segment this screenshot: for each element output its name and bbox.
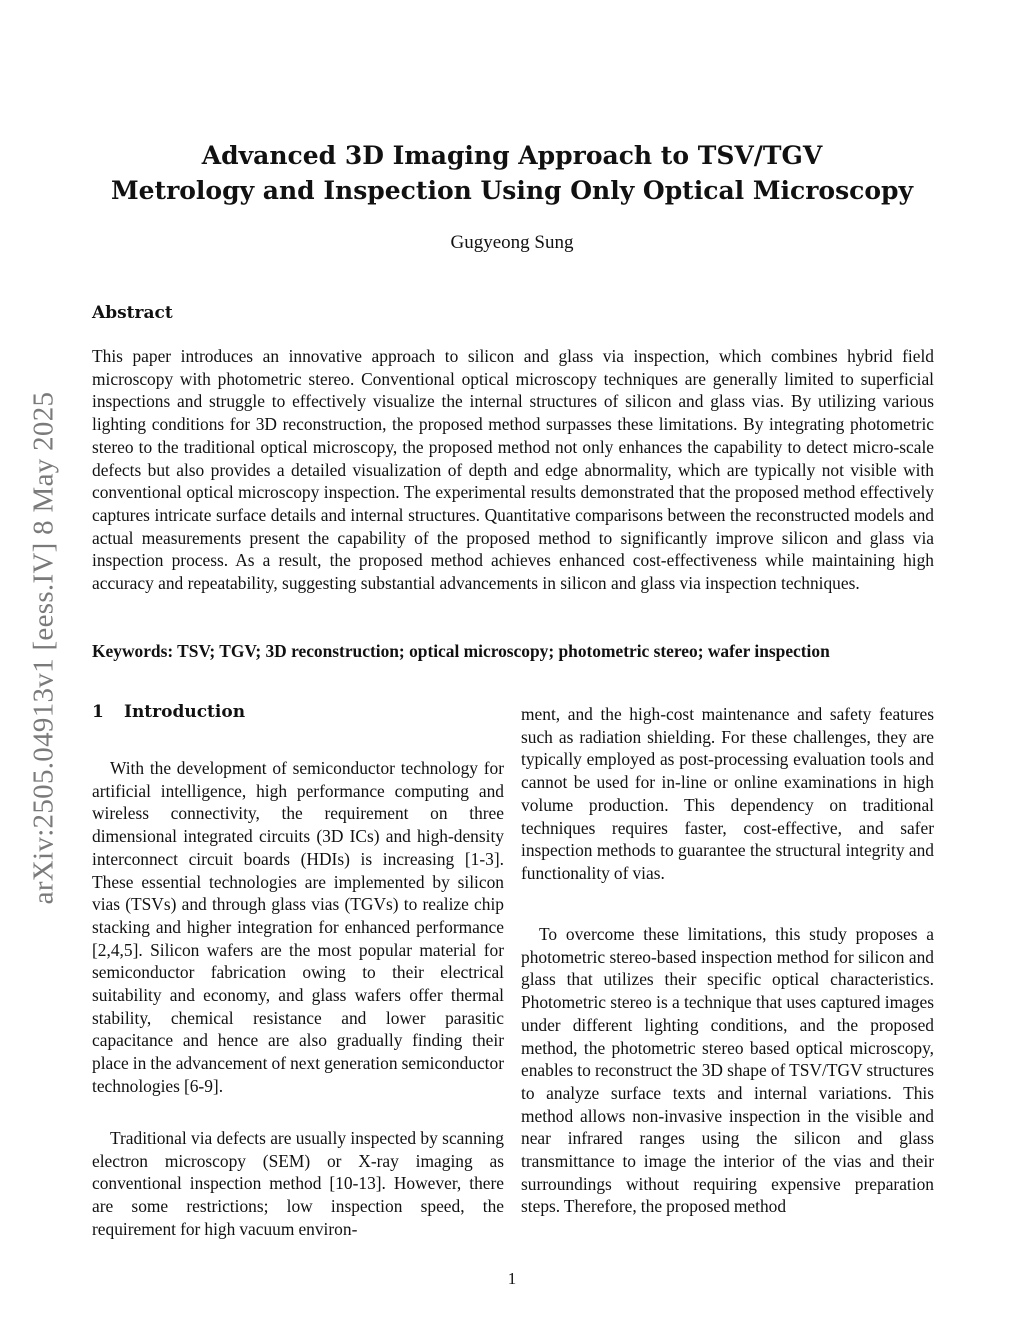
section-title: Introduction — [124, 702, 246, 722]
intro-paragraph-1 — [92, 757, 504, 1098]
paper-title-line-2: Metrology and Inspection Using Only Optical Microscopy — [110, 176, 914, 205]
section-heading — [92, 702, 245, 722]
section-number: 1 — [92, 702, 104, 722]
paragraph-text: ment, and the high-cost maintenance and safety features such as radiation shielding. For these challenges, they are typically employed as post-processing evaluation tools and cannot be used for in-line or online examinations in high volume production. This dependency on traditional techniques requires faster, cost-effective, and safer inspection methods to guarantee the structural integrity and functionality of vias. — [521, 704, 934, 883]
abstract-heading: Abstract — [92, 303, 173, 323]
abstract-text: This paper introduces an innovative approach to silicon and glass via inspection, which combines hybrid field microscopy with photometric stereo. Conventional optical microscopy techniques are generally limited to superficial inspections and struggle to effectively visualize the internal structures of silicon and glass vias. By utilizing various lighting conditions for 3D reconstruction, the proposed method surpasses these limitations. By integrating photometric stereo to the traditional optical microscopy, the proposed method not only enhances the capability to detect micro-scale defects but also provides a detailed visualization of depth and edge abnormality, which are typically not visible with conventional optical microscopy inspection. The experimental results demonstrated that the proposed method effectively captures intricate surface details and internal structures. Quantitative comparisons between the reconstructed models and actual measurements present the capability of the proposed method to significantly improve silicon and glass via inspection process. As a result, the proposed method achieves enhanced cost-effectiveness while maintaining high accuracy and repeatability, suggesting substantial advancements in silicon and glass via inspection techniques. — [92, 346, 934, 594]
paragraph-text: To overcome these limitations, this study proposes a photometric stereo-based inspection method for silicon and glass that utilizes their specific optical characteristics. Photometric stereo is a technique that uses captured images under different lighting conditions, and the proposed method, the photometric stereo based optical microscopy, enables to reconstruct the 3D shape of TSV/TGV structures to analyze surface texts and internal variations. This method allows non-invasive inspection in the visible and near infrared ranges using the silicon and glass transmittance to image the interior of the vias and their surroundings without requiring expensive preparation steps. Therefore, the proposed method — [521, 924, 934, 1217]
paragraph-text: With the development of semiconductor technology for artificial intelligence, high performance computing and wireless connectivity, the requirement on three dimensional integrated circuits (3D ICs) and high-density interconnect circuit boards (HDIs) is increasing [1-3]. These essential technologies are implemented by silicon vias (TSVs) and through glass vias (TGVs) to realize chip stacking and higher integration for enhanced performance [2,4,5]. Silicon wafers are the most popular material for semiconductor fabrication owing to their electrical suitability and economy, and glass wafers offer thermal stability, chemical resistance and lower parasitic capacitance and hence are also gradually finding their place in the advancement of next generation semiconductor technologies [6-9]. — [92, 758, 504, 1096]
intro-paragraph-2-continued — [521, 703, 934, 885]
page-number: 1 — [507, 1269, 517, 1288]
arxiv-identifier: arXiv:2505.04913v1 [eess.IV] 8 May 2025 — [27, 391, 60, 905]
intro-paragraph-2 — [92, 1127, 504, 1241]
author-name: Gugyeong Sung — [450, 232, 574, 253]
paper-title-line-1: Advanced 3D Imaging Approach to TSV/TGV — [201, 141, 823, 170]
intro-paragraph-3 — [521, 923, 934, 1218]
paragraph-text: Traditional via defects are usually inspected by scanning electron microscopy (SEM) or X-ray imaging as conventional inspection method [10-13]. However, there are some restrictions; low inspection speed, the requirement for high vacuum environ- — [92, 1128, 504, 1239]
keywords: Keywords: TSV; TGV; 3D reconstruction; optical microscopy; photometric stereo; wafer inspection — [92, 641, 830, 661]
